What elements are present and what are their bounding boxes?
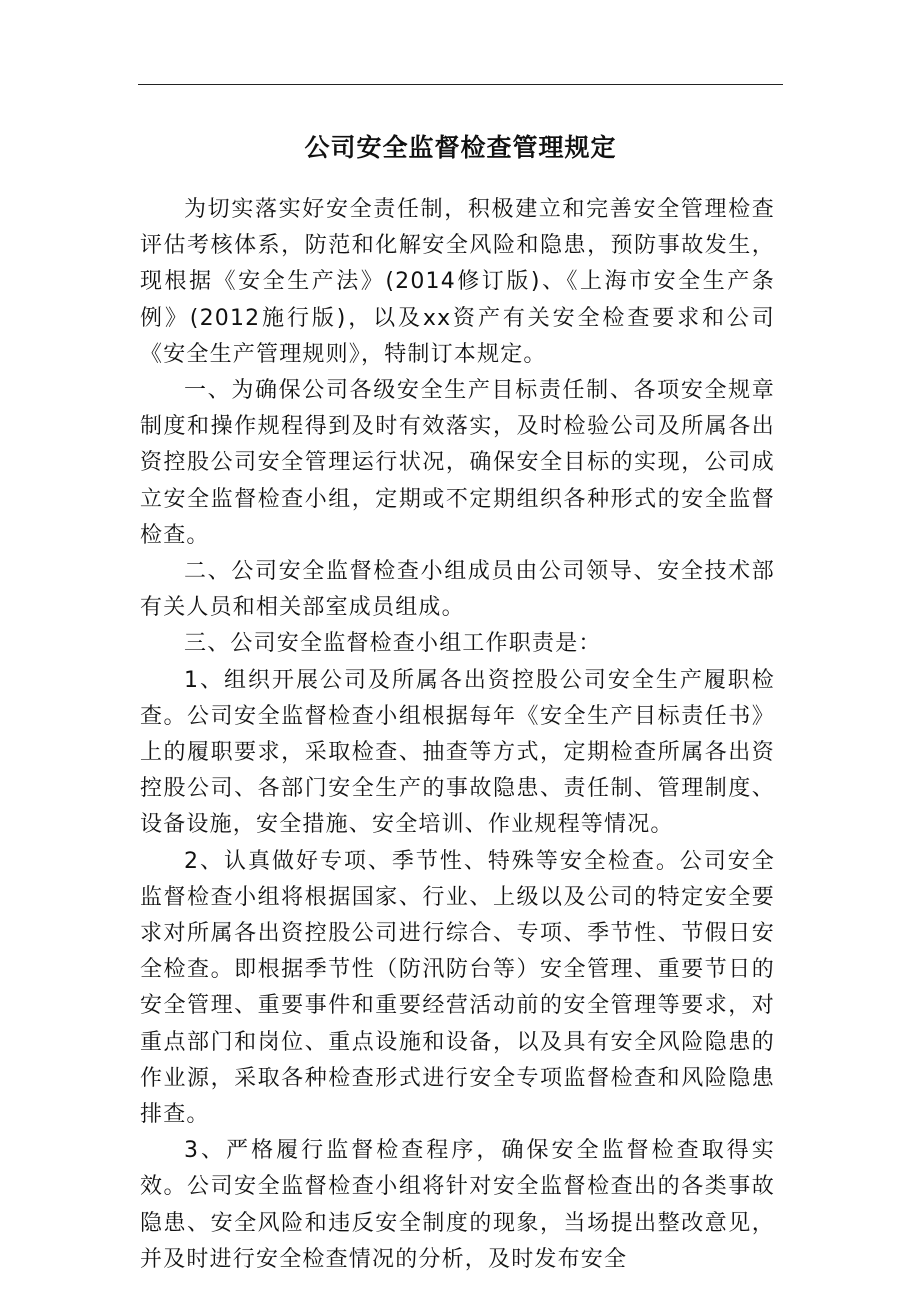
paragraph-item-2: 2、认真做好专项、季节性、特殊等安全检查。公司安全监督检查小组将根据国家、行业、上级以及公司的特定安全要求对所属各出资控股公司进行综合、专项、季节性、节假日安全检查。即根据季节性（防汛防台等）安全管理、重要节日的安全管理、重要事件和重要经营活动前的安全管理等要求，对重点部门和岗位、重点设施和设备，以及具有安全风险隐患的作业源，采取各种检查形式进行安全专项监督检查和风险隐患排查。	[140, 848, 775, 1128]
paragraph-section-2: 二、公司安全监督检查小组成员由公司领导、安全技术部有关人员和相关部室成员组成。	[140, 559, 775, 621]
paragraph-item-1: 1、组织开展公司及所属各出资控股公司安全生产履职检查。公司安全监督检查小组根据每年《安全生产目标责任书》上的履职要求，采取检查、抽查等方式，定期检查所属各出资控股公司、各部门安全生产的事故隐患、责任制、管理制度、设备设施，安全措施、安全培训、作业规程等情况。	[140, 667, 775, 838]
paragraph-section-1: 一、为确保公司各级安全生产目标责任制、各项安全规章制度和操作规程得到及时有效落实，及时检验公司及所属各出资控股公司安全管理运行状况，确保安全目标的实现，公司成立安全监督检查小组，定期或不定期组织各种形式的安全监督检查。	[140, 378, 775, 548]
paragraph-intro: 为切实落实好安全责任制，积极建立和完善安全管理检查评估考核体系，防范和化解安全风险和隐患，预防事故发生，现根据《安全生产法》(2014修订版)、《上海市安全生产条例》(2012施行版)，以及xx资产有关安全检查要求和公司《安全生产管理规则》，特制订本规定。	[140, 197, 775, 367]
paragraph-item-3: 3、严格履行监督检查程序，确保安全监督检查取得实效。公司安全监督检查小组将针对安全监督检查出的各类事故隐患、安全风险和违反安全制度的现象，当场提出整改意见，并及时进行安全检查情况的分析，及时发布安全	[140, 1138, 775, 1272]
header-rule	[138, 84, 783, 85]
document-title: 公司安全监督检查管理规定	[304, 133, 617, 162]
paragraph-section-3: 三、公司安全监督检查小组工作职责是：	[184, 631, 602, 657]
document-body	[140, 192, 775, 1278]
